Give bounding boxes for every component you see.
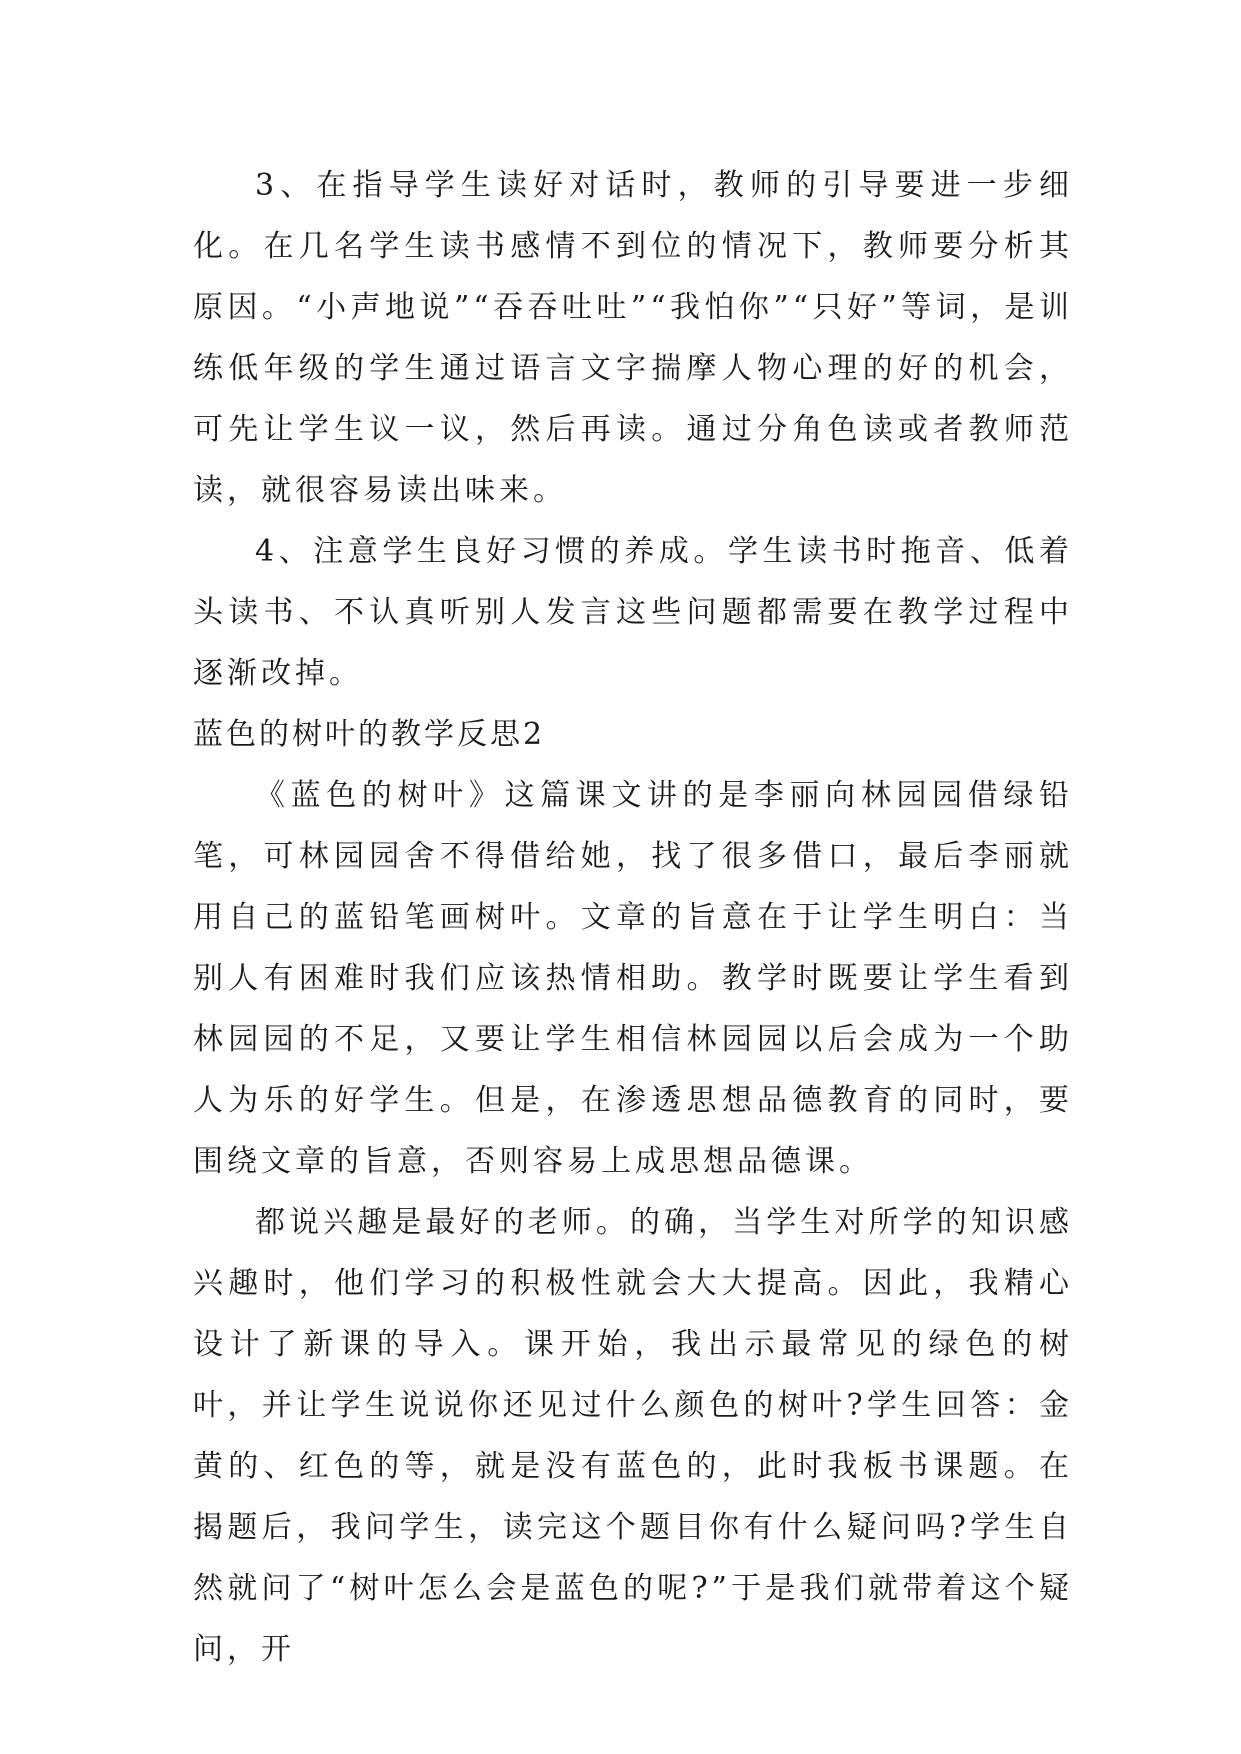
paragraph-good-habits: 4、注意学生良好习惯的养成。学生读书时拖音、低着头读书、不认真听别人发言这些问题都需要在教学过程中逐渐改掉。 [193, 534, 1073, 691]
paragraph-reading-dialogue: 3、在指导学生读好对话时，教师的引导要进一步细化。在几名学生读书感情不到位的情况下，教师要分析其原因。“小声地说”“吞吞吐吐”“我怕你”“只好”等词，是训练低年级的学生通过语言文字揣摩人物心理的好的机会，可先让学生议一议，然后再读。通过分角色读或者教师范读，就很容易读出味来。 [193, 168, 1073, 508]
paragraph-lesson-introduction: 都说兴趣是最好的老师。的确，当学生对所学的知识感兴趣时，他们学习的积极性就会大大提高。因此，我精心设计了新课的导入。课开始，我出示最常见的绿色的树叶，并让学生说说你还见过什么颜色的树叶?学生回答：金黄的、红色的等，就是没有蓝色的，此时我板书课题。在揭题后，我问学生，读完这个题目你有什么疑问吗?学生自然就问了“树叶怎么会是蓝色的呢?”于是我们就带着这个疑问，开 [193, 1205, 1073, 1667]
paragraph-lesson-summary: 《蓝色的树叶》这篇课文讲的是李丽向林园园借绿铅笔，可林园园舍不得借给她，找了很多借口，最后李丽就用自己的蓝铅笔画树叶。文章的旨意在于让学生明白：当别人有困难时我们应该热情相助。教学时既要让学生看到林园园的不足，又要让学生相信林园园以后会成为一个助人为乐的好学生。但是，在渗透思想品德教育的同时，要围绕文章的旨意，否则容易上成思想品德课。 [193, 778, 1073, 1179]
section-title: 蓝色的树叶的教学反思2 [193, 717, 546, 752]
document-body [193, 155, 1073, 1680]
